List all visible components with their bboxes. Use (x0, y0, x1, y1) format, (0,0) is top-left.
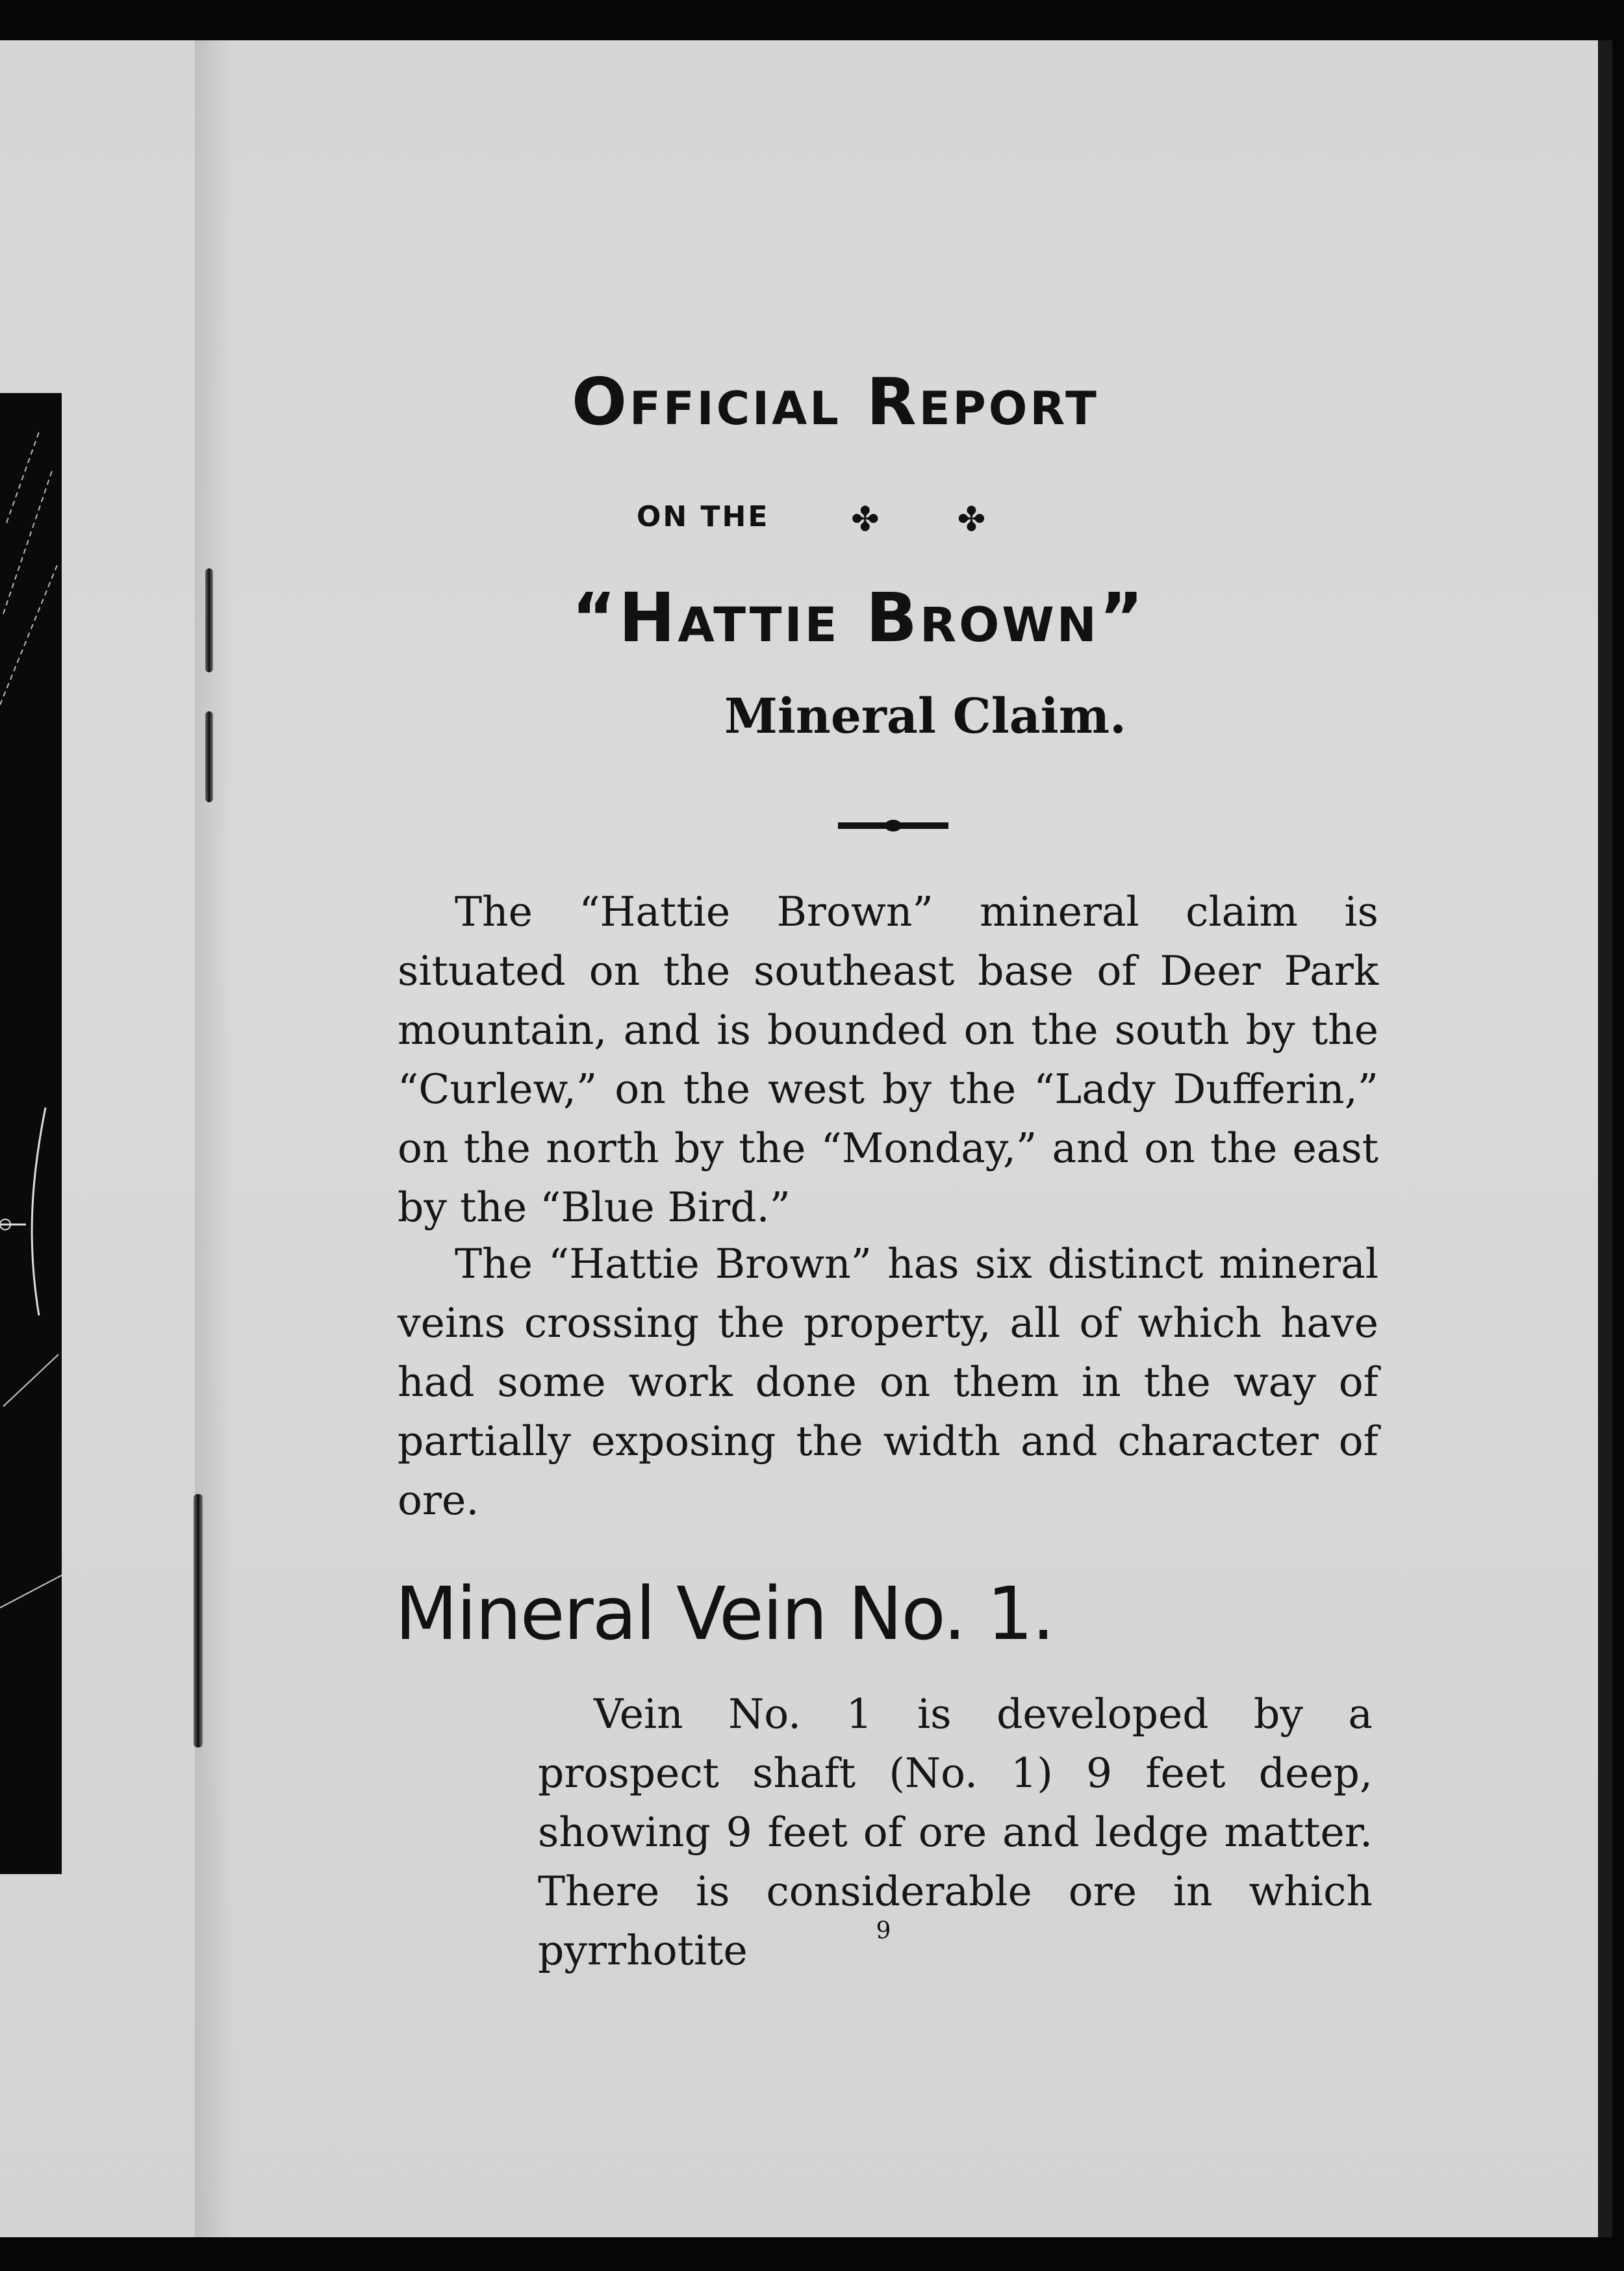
facing-page-map-fragment (0, 393, 62, 1874)
ornaments (851, 500, 1020, 539)
report-title: Official Report (572, 364, 1099, 440)
binding-staple (194, 1494, 203, 1747)
decorative-rule (838, 822, 948, 829)
gutter-shadow (195, 40, 234, 2237)
fleuron-ornament-icon: ✤ (957, 500, 986, 539)
page-number: 9 (876, 1918, 891, 1944)
fleuron-ornament-icon: ✤ (851, 500, 880, 539)
section-heading-vein-1: Mineral Vein No. 1. (395, 1572, 1054, 1656)
subtitle: Mineral Claim. (724, 689, 1126, 744)
binding-staple (205, 711, 213, 802)
paragraph-veins: The “Hattie Brown” has six distinct mineral veins crossing the property, all of which have had some work done on them in the way of partially exposing the width and character of ore. (398, 1240, 1378, 1524)
paragraph-location: The “Hattie Brown” mineral claim is situated on the southeast base of Deer Park mountain, and is bounded on the south by the “Curlew,” on the west by the “Lady Dufferin,” on the north by the “Monday,” and on the east by the “Blue Bird.” (398, 888, 1378, 1231)
map-lines-graphic (0, 393, 62, 1874)
paragraph-vein-1: Vein No. 1 is developed by a prospect shaft (No. 1) 9 feet deep, showing 9 feet of ore and ledge matter. There is considerable ore in which pyrrhotite (538, 1690, 1373, 1974)
on-the-label: ON THE (637, 500, 770, 533)
binding-staple (205, 568, 213, 672)
claim-name-heading: “Hattie Brown” (572, 578, 1147, 657)
